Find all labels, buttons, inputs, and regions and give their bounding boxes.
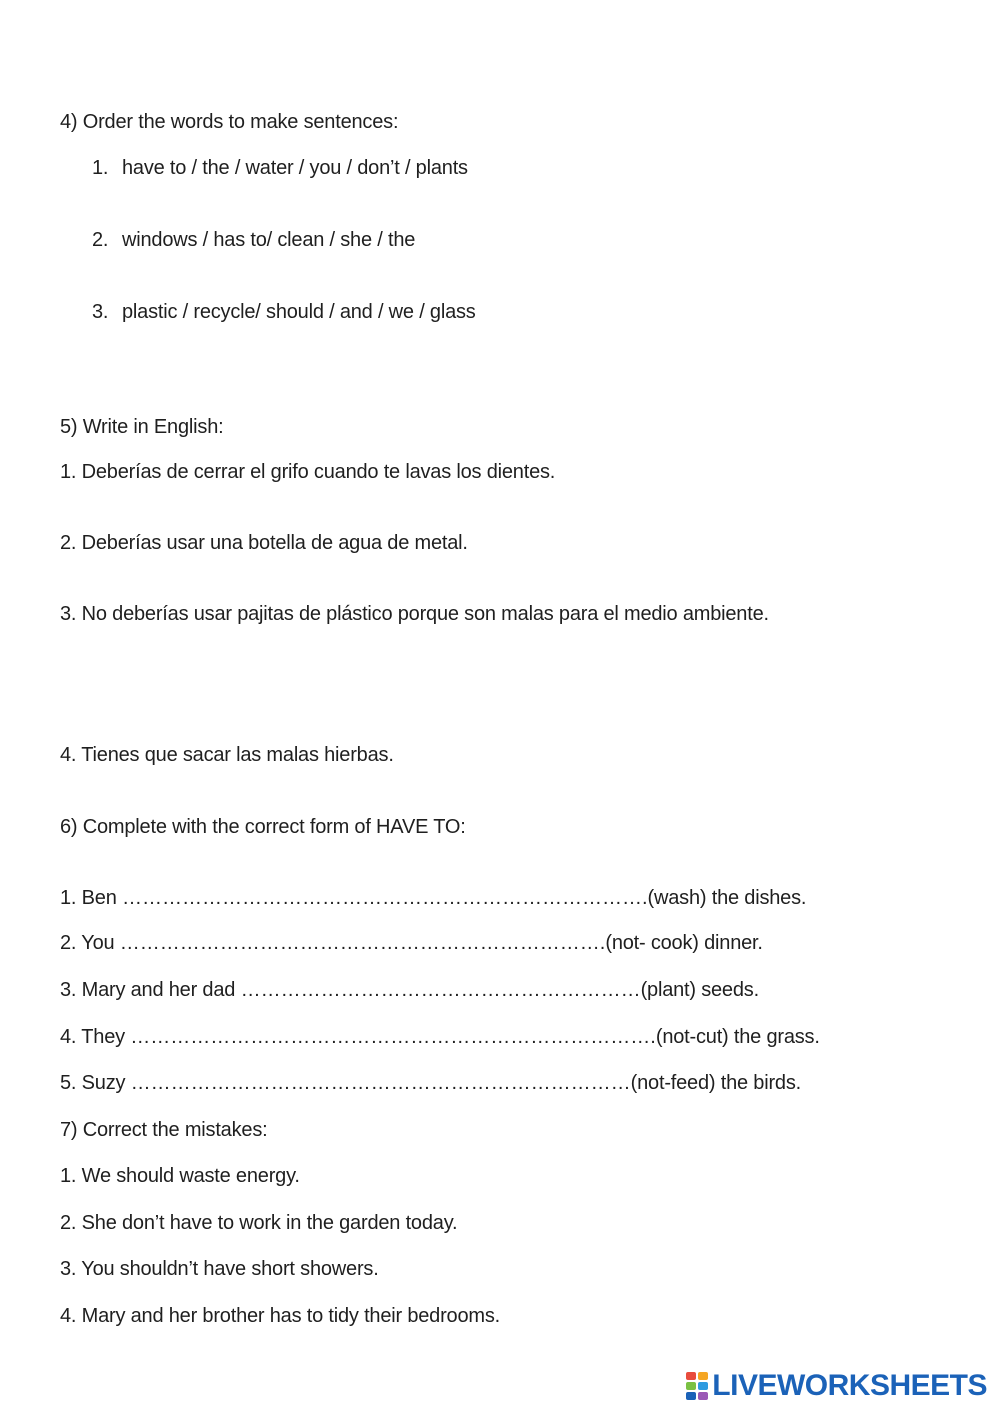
item-hint: (not- cook) dinner. (605, 932, 763, 954)
list-item: 1. Deberías de cerrar el grifo cuando te lavas los dientes. (60, 461, 556, 483)
liveworksheets-logo (686, 1371, 987, 1401)
answer-blank[interactable]: …………………………………………………… (240, 979, 641, 1001)
fill-in-item (60, 1071, 801, 1095)
answer-blank[interactable]: ………………………………………………………………… (130, 1072, 631, 1094)
logo-text: LIVEWORKSHEETS (712, 1369, 987, 1402)
section-7-heading: 7) Correct the mistakes: (60, 1119, 268, 1141)
list-item: 1. We should waste energy. (60, 1165, 300, 1187)
fill-in-item (60, 978, 759, 1002)
list-item: 4. Mary and her brother has to tidy their bedrooms. (60, 1305, 501, 1327)
item-number: 1. (92, 157, 109, 179)
list-item: 3. No deberías usar pajitas de plástico porque son malas para el medio ambiente. (60, 603, 769, 625)
item-hint: (plant) seeds. (640, 979, 759, 1001)
logo-block (686, 1382, 696, 1390)
item-lead: 2. You (60, 932, 120, 954)
section-5-heading: 5) Write in English: (60, 416, 224, 438)
logo-block (686, 1392, 696, 1400)
item-text: have to / the / water / you / don’t / plants (122, 157, 468, 179)
list-item: 2. Deberías usar una botella de agua de metal. (60, 532, 468, 554)
item-hint: (wash) the dishes. (647, 887, 807, 909)
list-item (92, 228, 415, 252)
item-number: 3. (92, 301, 109, 323)
section-6-heading: 6) Complete with the correct form of HAVE TO: (60, 816, 466, 838)
fill-in-item (60, 931, 763, 955)
item-lead: 1. Ben (60, 887, 122, 909)
answer-blank[interactable]: ………………………………………………………………. (119, 932, 606, 954)
list-item: 2. She don’t have to work in the garden today. (60, 1212, 458, 1234)
item-hint: (not-feed) the birds. (630, 1072, 801, 1094)
answer-blank[interactable]: ……………………………………………………………………. (121, 887, 648, 909)
item-text: windows / has to/ clean / she / the (122, 229, 416, 251)
fill-in-item (60, 886, 806, 910)
section-4-heading: 4) Order the words to make sentences: (60, 111, 399, 133)
logo-block (698, 1392, 708, 1400)
answer-blank[interactable]: ……………………………………………………………………. (130, 1026, 656, 1048)
item-hint: (not-cut) the grass. (655, 1026, 820, 1048)
logo-block (698, 1382, 708, 1390)
item-text: plastic / recycle/ should / and / we / glass (122, 301, 476, 323)
list-item (92, 300, 476, 324)
list-item: 3. You shouldn’t have short showers. (60, 1258, 379, 1280)
list-item: 4. Tienes que sacar las malas hierbas. (60, 744, 394, 766)
item-number: 2. (92, 229, 109, 251)
logo-block (686, 1372, 696, 1380)
logo-blocks-icon (686, 1372, 708, 1400)
item-lead: 5. Suzy (60, 1072, 131, 1094)
item-lead: 4. They (60, 1026, 131, 1048)
fill-in-item (60, 1025, 820, 1049)
list-item (92, 156, 468, 180)
logo-block (698, 1372, 708, 1380)
item-lead: 3. Mary and her dad (60, 979, 241, 1001)
